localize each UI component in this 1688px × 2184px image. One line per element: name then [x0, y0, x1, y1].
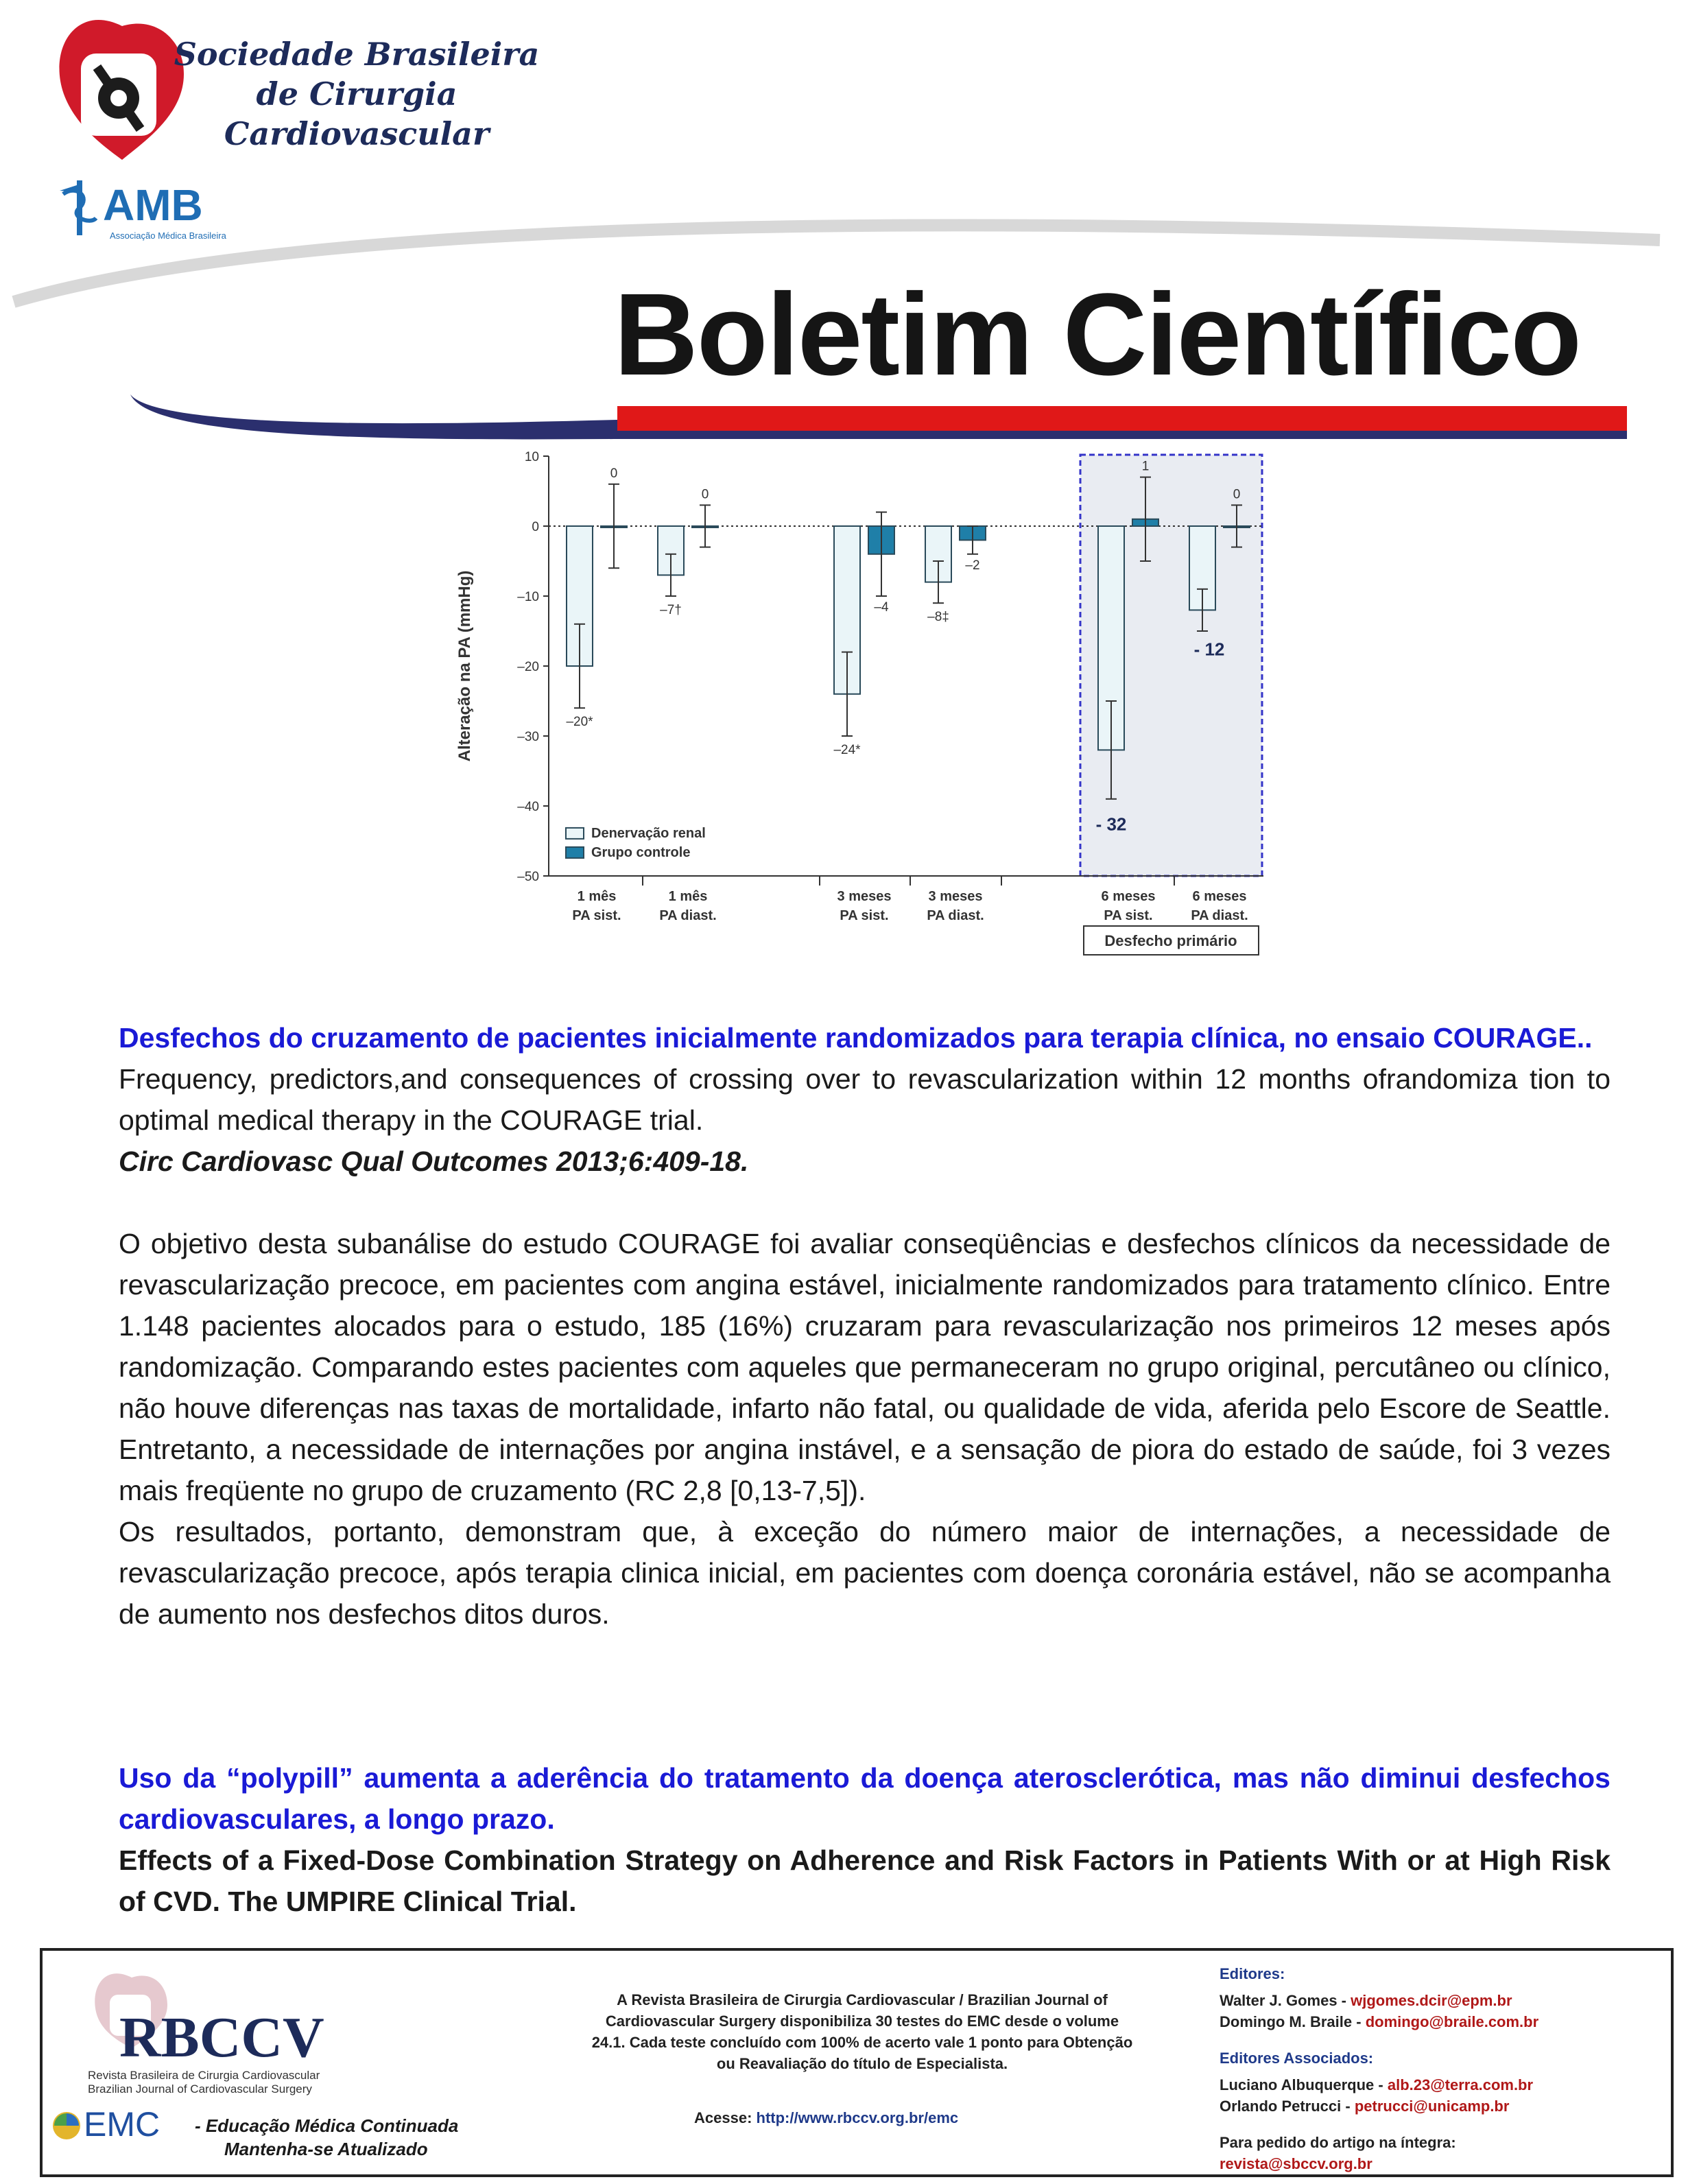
y-axis-label: Alteração na PA (mmHg): [455, 570, 474, 762]
y-tick-label: 0: [532, 520, 539, 534]
y-tick-label: –40: [517, 800, 539, 814]
footer-editors: [1220, 1963, 1659, 2174]
legend-swatch: [566, 847, 584, 858]
data-label: –4: [874, 600, 889, 615]
assoc-editor-1-email-link[interactable]: alb.23@terra.com.br: [1387, 2076, 1534, 2093]
emc-globe-icon: [51, 2110, 82, 2141]
emc-logo-text: EMC: [84, 2105, 161, 2144]
legend-swatch: [566, 828, 584, 839]
y-tick-label: 10: [524, 450, 539, 464]
article-1-paragraph-1: O objetivo desta subanálise do estudo COURAGE foi avaliar conseqüências e desfechos clínicos da necessidade de revascularização precoce, em pacientes com angina estável, inicialmente randomizados para tratamento clínico. Entre 1.148 pacientes alocados para o estudo, 185 (16%) cruzaram para revascularização nos primeiros 12 meses após randomização. Comparando estes pacientes com aqueles que permaneceram no grupo original, percutâneo ou clínico, não houve diferenças nas taxas de mortalidade, infarto não fatal, ou qualidade de vida, aferida pelo Escore de Seattle. Entretanto, a necessidade de internações por angina instável, e a sensação de piora do estado de saúde, foi 3 vezes mais freqüente no grupo de cruzamento (RC 2,8 [0,13-7,5]).: [119, 1228, 1610, 1506]
primary-outcome-label: Desfecho primário: [1104, 932, 1237, 949]
x-tick-label: PA diast.: [659, 908, 717, 923]
legend-label: Grupo controle: [591, 844, 691, 860]
x-tick-label: 6 meses: [1101, 889, 1156, 904]
y-tick-label: –50: [517, 870, 539, 884]
editor-1-email-link[interactable]: wjgomes.dcir@epm.br: [1351, 1992, 1512, 2009]
emc-line-2: Mantenha-se Atualizado: [224, 2139, 428, 2159]
caduceus-icon: [56, 177, 104, 239]
data-label: 0: [610, 466, 618, 481]
request-email-link[interactable]: revista@sbccv.org.br: [1220, 2155, 1372, 2172]
data-label: - 32: [1095, 814, 1127, 835]
data-label: 0: [701, 487, 709, 502]
article-2: [119, 1757, 1610, 1922]
x-tick-label: 6 meses: [1192, 889, 1247, 904]
society-line-2: de Cirurgia: [256, 75, 457, 112]
y-tick-label: –30: [517, 730, 539, 744]
x-tick-label: PA diast.: [927, 908, 984, 923]
assoc-editor-2: [1220, 2096, 1659, 2117]
emc-line-1: - Educação Médica Continuada: [195, 2115, 459, 2136]
page-header: [0, 0, 1688, 446]
request-label: Para pedido do artigo na íntegra:: [1220, 2134, 1456, 2151]
article-1: [119, 1017, 1610, 1635]
x-tick-label: PA sist.: [840, 908, 889, 923]
y-tick-label: –10: [517, 590, 539, 604]
access-label: Acesse:: [694, 2109, 752, 2126]
legend-label: Denervação renal: [591, 825, 706, 841]
article-2-title: Uso da “polypill” aumenta a aderência do tratamento da doença aterosclerótica, mas não diminui desfechos cardiovasculares, a longo prazo.: [119, 1762, 1610, 1835]
x-tick-label: PA diast.: [1191, 908, 1248, 923]
rbccv-logo-text: RBCCV: [119, 2006, 324, 2069]
amb-logo-text: AMB: [103, 180, 203, 230]
article-1-title: Desfechos do cruzamento de pacientes inicialmente randomizados para terapia clínica, no ensaio COURAGE..: [119, 1022, 1593, 1054]
x-tick-label: 1 mês: [577, 889, 617, 904]
editor-2-email-link[interactable]: domingo@braile.com.br: [1365, 2013, 1539, 2030]
rbccv-subtitle-2: Brazilian Journal of Cardiovascular Surgery: [88, 2082, 312, 2096]
page-title: Boletim Científico: [614, 270, 1581, 400]
assoc-editors-label: Editores Associados:: [1220, 2050, 1374, 2067]
assoc-editor-2-email-link[interactable]: petrucci@unicamp.br: [1354, 2098, 1510, 2115]
data-label: - 12: [1193, 639, 1225, 660]
editors-label: Editores:: [1220, 1965, 1285, 1982]
bp-change-chart: [446, 449, 1310, 971]
rbccv-subtitle: [88, 2069, 320, 2096]
data-label: –2: [965, 558, 980, 573]
editor-2: [1220, 2011, 1659, 2032]
article-1-paragraph-2: Os resultados, portanto, demonstram que, à exceção do número maior de internações, a necessidade de revascularização precoce, após terapia clinica inicial, em pacientes com doença coronária estável, não se acompanha de aumento nos desfechos ditos duros.: [119, 1516, 1610, 1630]
x-tick-label: 3 meses: [837, 889, 892, 904]
rbccv-subtitle-1: Revista Brasileira de Cirurgia Cardiovascular: [88, 2069, 320, 2082]
article-1-citation: Frequency, predictors,and consequences of crossing over to revascularization within 12 months ofrandomiza tion to optimal medical therapy in the COURAGE trial.: [119, 1063, 1610, 1136]
editor-1-name: Walter J. Gomes -: [1220, 1992, 1351, 2009]
editor-2-name: Domingo M. Braile -: [1220, 2013, 1366, 2030]
article-2-citation: Effects of a Fixed-Dose Combination Strategy on Adherence and Risk Factors in Patients With or at High Risk of CVD. The UMPIRE Clinical Trial.: [119, 1844, 1610, 1917]
data-label: –20*: [566, 715, 593, 730]
editor-1: [1220, 1990, 1659, 2011]
sbccv-heart-logo-icon: [54, 12, 191, 163]
footer-access: [694, 2107, 958, 2128]
data-label: 0: [1233, 487, 1241, 502]
data-label: –7†: [660, 603, 682, 617]
footer-emc-info: A Revista Brasileira de Cirurgia Cardiovascular / Brazilian Journal of Cardiovascular Surgery disponibiliza 30 testes do EMC desde o volume 24.1. Cada teste concluído com 100% de acerto vale 1 ponto para Obtenção ou Reavaliação do título de Especialista.: [591, 1991, 1133, 2072]
assoc-editor-1: [1220, 2074, 1659, 2096]
data-label: 1: [1141, 459, 1150, 474]
y-tick-label: –20: [517, 660, 539, 674]
amb-subtitle: Associação Médica Brasileira: [110, 230, 226, 241]
society-line-1: Sociedade Brasileira: [174, 36, 540, 73]
society-line-3: Cardiovascular: [224, 115, 490, 152]
spacer: [119, 1182, 1610, 1223]
assoc-editor-2-name: Orlando Petrucci -: [1220, 2098, 1355, 2115]
article-1-journal: Circ Cardiovasc Qual Outcomes 2013;6:409-18.: [119, 1146, 749, 1177]
data-label: –24*: [833, 743, 861, 757]
society-name: [171, 34, 542, 154]
x-tick-label: PA sist.: [572, 908, 621, 923]
access-url-link[interactable]: http://www.rbccv.org.br/emc: [756, 2109, 959, 2126]
assoc-editor-1-name: Luciano Albuquerque -: [1220, 2076, 1388, 2093]
x-tick-label: 1 mês: [668, 889, 708, 904]
x-tick-label: 3 meses: [928, 889, 983, 904]
data-label: –8‡: [927, 610, 949, 625]
x-tick-label: PA sist.: [1104, 908, 1153, 923]
page-footer: [40, 1948, 1674, 2177]
